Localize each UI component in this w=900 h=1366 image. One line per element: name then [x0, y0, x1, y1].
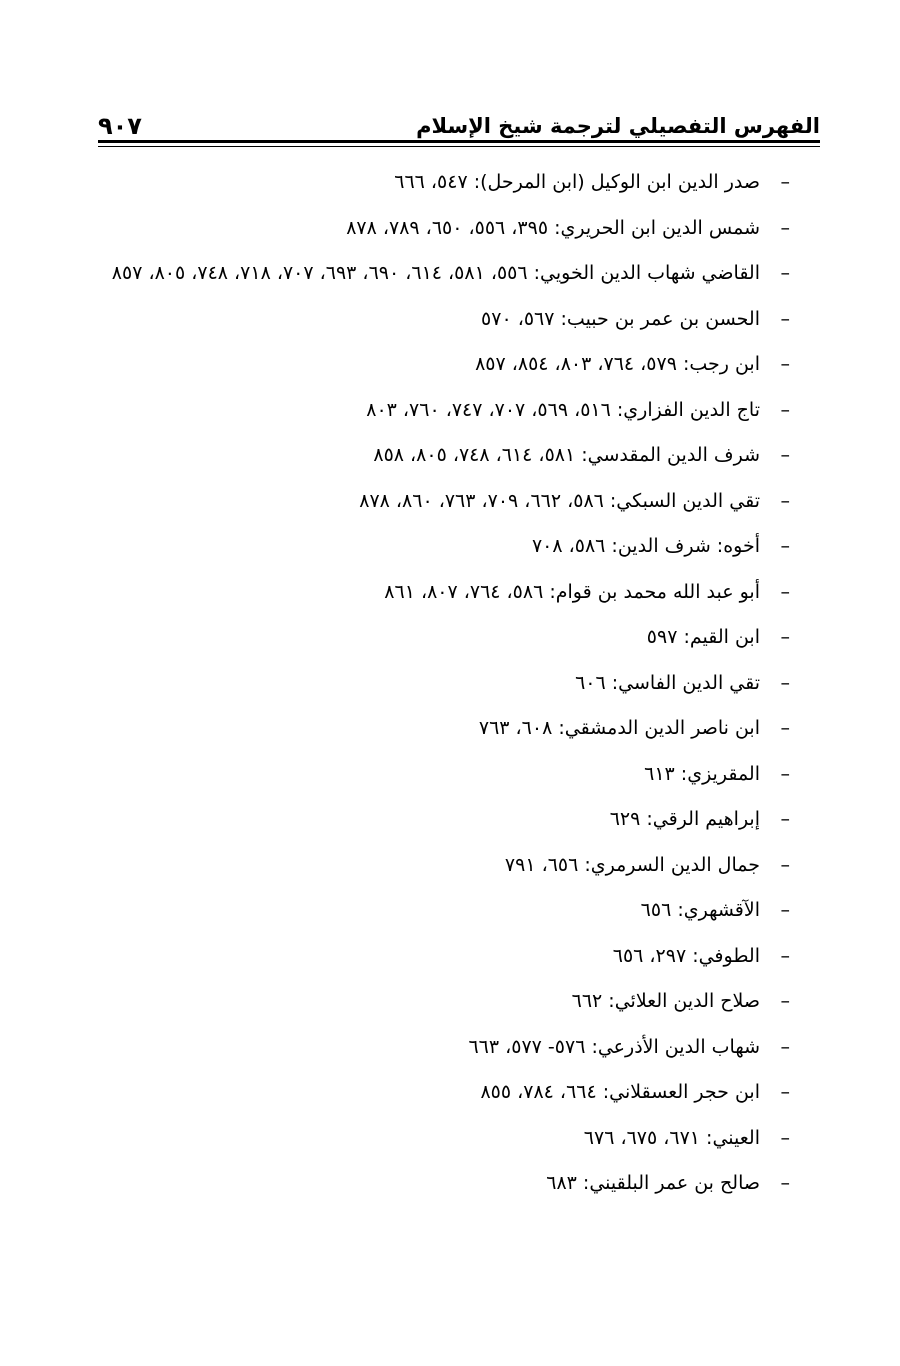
- entry-dash: –: [780, 216, 790, 239]
- entry-dash: –: [780, 990, 790, 1012]
- entry-dash: –: [780, 1035, 790, 1058]
- entry-text: ابن ناصر الدين الدمشقي: ٦٠٨، ٧٦٣: [478, 717, 760, 739]
- entry-text: الطوفي: ٢٩٧، ٦٥٦: [612, 944, 760, 967]
- index-entry: [90, 342, 790, 388]
- index-list: [90, 160, 790, 1207]
- index-entry: [90, 797, 790, 843]
- index-entry: [90, 160, 790, 206]
- index-entry: [90, 1161, 790, 1207]
- index-entry: [90, 479, 790, 525]
- index-entry: [90, 388, 790, 434]
- entry-text: شرف الدين المقدسي: ٥٨١، ٦١٤، ٧٤٨، ٨٠٥، ٨٥٨: [373, 444, 760, 466]
- index-entry: [90, 206, 790, 252]
- entry-dash: –: [780, 262, 790, 284]
- entry-dash: –: [780, 1126, 790, 1149]
- entry-text: إبراهيم الرقي: ٦٢٩: [609, 808, 760, 830]
- entry-text: تاج الدين الفزاري: ٥١٦، ٥٦٩، ٧٠٧، ٧٤٧، ٧٦٠، ٨٠٣: [366, 398, 760, 421]
- entry-dash: –: [780, 398, 790, 421]
- index-entry: [90, 843, 790, 889]
- entry-dash: –: [780, 626, 790, 648]
- entry-dash: –: [780, 808, 790, 830]
- index-entry: [90, 934, 790, 980]
- entry-dash: –: [780, 853, 790, 876]
- index-entry: [90, 706, 790, 752]
- index-entry: [90, 1070, 790, 1116]
- entry-dash: –: [780, 671, 790, 694]
- entry-text: صدر الدين ابن الوكيل (ابن المرحل): ٥٤٧، ٦٦٦: [394, 171, 760, 193]
- entry-text: شمس الدين ابن الحريري: ٣٩٥، ٥٥٦، ٦٥٠، ٧٨٩، ٨٧٨: [346, 216, 760, 239]
- entry-text: القاضي شهاب الدين الخويي: ٥٥٦، ٥٨١، ٦١٤، ٦٩٠، ٦٩٣، ٧٠٧، ٧١٨، ٧٤٨، ٨٠٥، ٨٥٧: [111, 262, 760, 284]
- index-entry: [90, 979, 790, 1025]
- running-title: الفهرس التفصيلي لترجمة شيخ الإسلام: [416, 114, 820, 138]
- entry-text: شهاب الدين الأذرعي: ٥٧٦- ٥٧٧، ٦٦٣: [468, 1035, 760, 1058]
- entry-text: صالح بن عمر البلقيني: ٦٨٣: [546, 1172, 760, 1194]
- entry-dash: –: [780, 171, 790, 193]
- entry-text: ابن رجب: ٥٧٩، ٧٦٤، ٨٠٣، ٨٥٤، ٨٥٧: [475, 353, 760, 375]
- entry-text: تقي الدين الفاسي: ٦٠٦: [575, 671, 760, 694]
- index-entry: [90, 661, 790, 707]
- index-entry: [90, 888, 790, 934]
- entry-dash: –: [780, 444, 790, 466]
- index-entry: [90, 251, 790, 297]
- entry-text: أبو عبد الله محمد بن قوام: ٥٨٦، ٧٦٤، ٨٠٧، ٨٦١: [384, 580, 760, 603]
- entry-dash: –: [780, 899, 790, 921]
- entry-dash: –: [780, 580, 790, 603]
- index-entry: [90, 570, 790, 616]
- entry-text: صلاح الدين العلائي: ٦٦٢: [571, 990, 760, 1012]
- index-entry: [90, 297, 790, 343]
- entry-text: الآقشهري: ٦٥٦: [640, 899, 760, 921]
- entry-text: المقريزي: ٦١٣: [644, 762, 760, 785]
- header-rule-thin: [98, 146, 820, 147]
- entry-text: ابن القيم: ٥٩٧: [646, 626, 760, 648]
- entry-dash: –: [780, 717, 790, 739]
- entry-text: العيني: ٦٧١، ٦٧٥، ٦٧٦: [583, 1126, 760, 1149]
- entry-dash: –: [780, 489, 790, 512]
- entry-dash: –: [780, 353, 790, 375]
- entry-text: جمال الدين السرمري: ٦٥٦، ٧٩١: [504, 853, 760, 876]
- index-entry: [90, 752, 790, 798]
- page-number: ٩٠٧: [98, 112, 142, 140]
- entry-dash: –: [780, 535, 790, 557]
- entry-dash: –: [780, 1081, 790, 1103]
- index-entry: [90, 1025, 790, 1071]
- entry-text: الحسن بن عمر بن حبيب: ٥٦٧، ٥٧٠: [481, 307, 760, 330]
- entry-text: تقي الدين السبكي: ٥٨٦، ٦٦٢، ٧٠٩، ٧٦٣، ٨٦٠، ٨٧٨: [359, 489, 760, 512]
- entry-dash: –: [780, 944, 790, 967]
- entry-text: ابن حجر العسقلاني: ٦٦٤، ٧٨٤، ٨٥٥: [480, 1081, 760, 1103]
- index-entry: [90, 433, 790, 479]
- index-entry: [90, 1116, 790, 1162]
- index-entry: [90, 615, 790, 661]
- header-rule-thick: [98, 140, 820, 143]
- index-entry: [90, 524, 790, 570]
- entry-dash: –: [780, 1172, 790, 1194]
- entry-dash: –: [780, 762, 790, 785]
- entry-dash: –: [780, 307, 790, 330]
- entry-text: أخوه: شرف الدين: ٥٨٦، ٧٠٨: [531, 535, 760, 557]
